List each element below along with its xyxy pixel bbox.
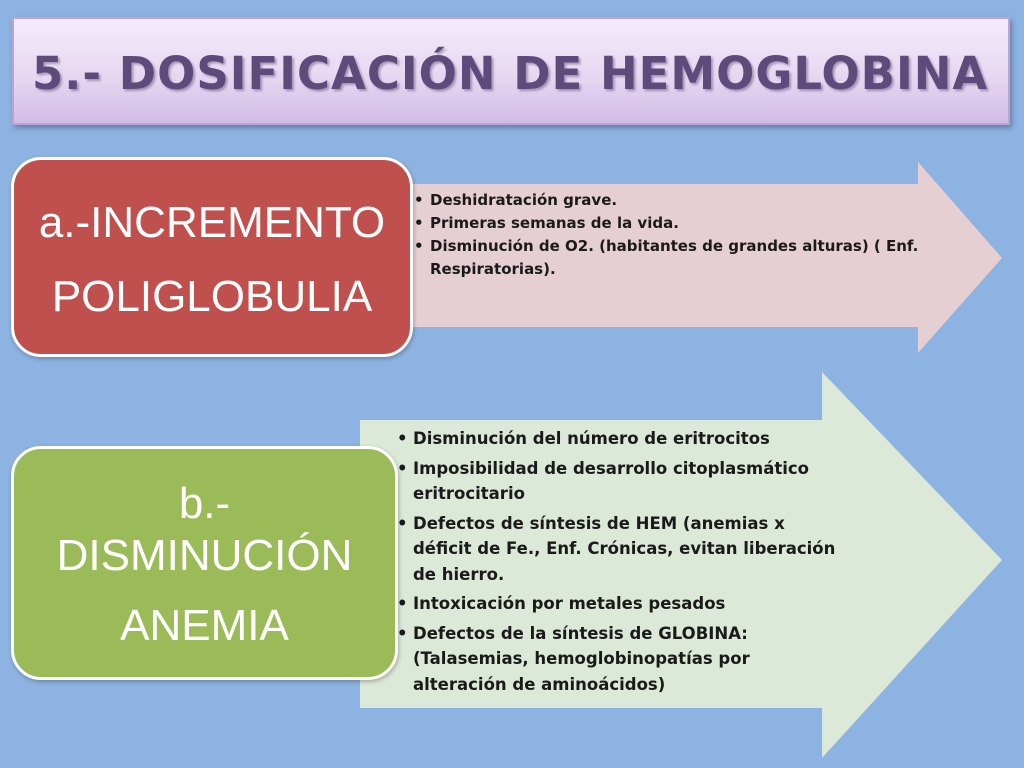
bullet-item: • Deshidratación grave.	[414, 189, 934, 212]
bullet-list-a	[414, 189, 934, 281]
bullet-item: • Intoxicación por metales pesados	[397, 591, 837, 617]
box-a-heading-line2: POLIGLOBULIA	[51, 272, 373, 321]
incremento-box	[11, 157, 413, 357]
box-b-heading-line3: ANEMIA	[120, 601, 289, 650]
box-b-heading-line2: DISMINUCIÓN	[56, 531, 353, 580]
bullet-item: • Imposibilidad de desarrollo citoplasmático eritrocitario	[397, 456, 837, 507]
page-title: 5.- DOSIFICACIÓN DE HEMOGLOBINA	[32, 47, 989, 100]
bullet-item: • Defectos de la síntesis de GLOBINA: (Talasemias, hemoglobinopatías por alteración de aminoácidos)	[397, 621, 837, 698]
bullet-item: • Primeras semanas de la vida.	[414, 212, 934, 235]
bullet-item: • Defectos de síntesis de HEM (anemias x déficit de Fe., Enf. Crónicas, evitan liberación de hierro.	[397, 511, 837, 588]
box-a-heading-line1: a.-INCREMENTO	[38, 198, 386, 247]
bullet-list-b	[397, 426, 837, 701]
disminucion-box	[11, 446, 398, 680]
bullet-item: • Disminución del número de eritrocitos	[397, 426, 837, 452]
bullet-item: • Disminución de O2. (habitantes de grandes alturas) ( Enf. Respiratorias).	[414, 235, 934, 281]
box-b-heading-line1: b.-	[178, 479, 231, 528]
